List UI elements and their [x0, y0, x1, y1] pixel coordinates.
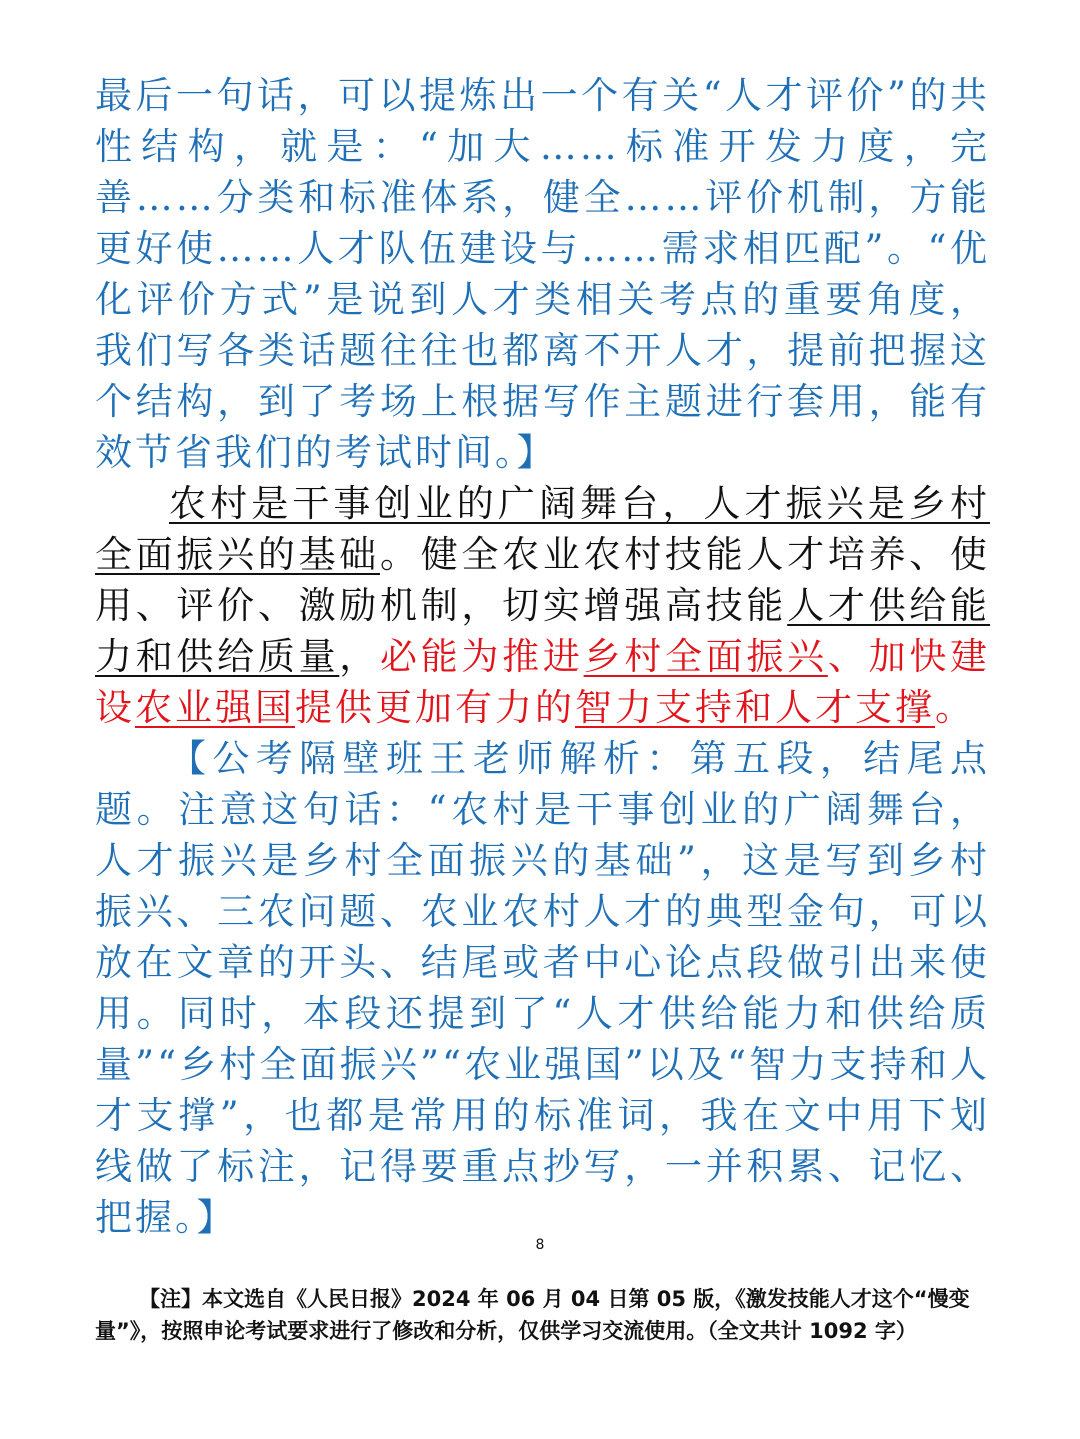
analysis-paragraph-five: 【公考隔壁班王老师解析：第五段，结尾点题。注意这句话：“农村是干事创业的广阔舞台，人才振兴是乡村全面振兴的基础”，这是写到乡村振兴、三农问题、农业农村人才的典型金句，可以放在文章的开头、结尾或者中心论点段做引出来使用。同时，本段还提到了“人才供给能力和供给质量”“乡村全面振兴”“农业强国”以及“智力支持和人才支撑”，也都是常用的标准词，我在文中用下划线做了标注，记得要重点抄写，一并积累、记忆、把握。】 [95, 737, 990, 1239]
underlined-term-agricultural-power: 农业强国 [135, 686, 295, 729]
analysis-paragraph-continued: 最后一句话，可以提炼出一个有关“人才评价”的共性结构，就是：“加大……标准开发力度，完善……分类和标准体系，健全……评价机制，方能更好使……人才队伍建设与……需求相匹配”。“优化评价方式”是说到人才类相关考点的重要角度，我们写各类话题往往也都离不开人才，提前把握这个结构，到了考场上根据写作主题进行套用，能有效节省我们的考试时间。】 [95, 74, 990, 474]
source-footnote: 【注】本文选自《人民日报》2024 年 06 月 04 日第 05 版，《激发技能人才这个“慢变量”》，按照申论考试要求进行了修改和分析，仅供学习交流使用。（全文共计 1092 字） [95, 1287, 970, 1343]
underlined-term-rural-revitalization: 乡村全面振兴 [583, 635, 828, 678]
article-paragraph-five [95, 478, 990, 733]
underlined-key-sentence: 农村是干事创业的广阔舞台，人才振兴是乡村全面振兴的基础 [95, 482, 990, 576]
underlined-term-intellectual-support: 智力支持和人才支撑 [575, 686, 935, 729]
article-text: ， [339, 635, 381, 678]
red-emphasis-text: 提供更加有力的 [295, 686, 575, 729]
article-text: 。健全农业农村技能人才培养、使用、评价、激励机制，切实增强高技能 [95, 533, 990, 627]
red-emphasis-text: 。 [935, 686, 975, 729]
document-page [95, 70, 990, 1243]
page-number: 8 [535, 1237, 545, 1253]
red-emphasis-text: 、加快建设 [95, 635, 991, 729]
red-emphasis-text: 必能为推进 [380, 635, 584, 678]
underlined-term-talent-supply: 人才供给能力和供给质量 [95, 584, 991, 678]
